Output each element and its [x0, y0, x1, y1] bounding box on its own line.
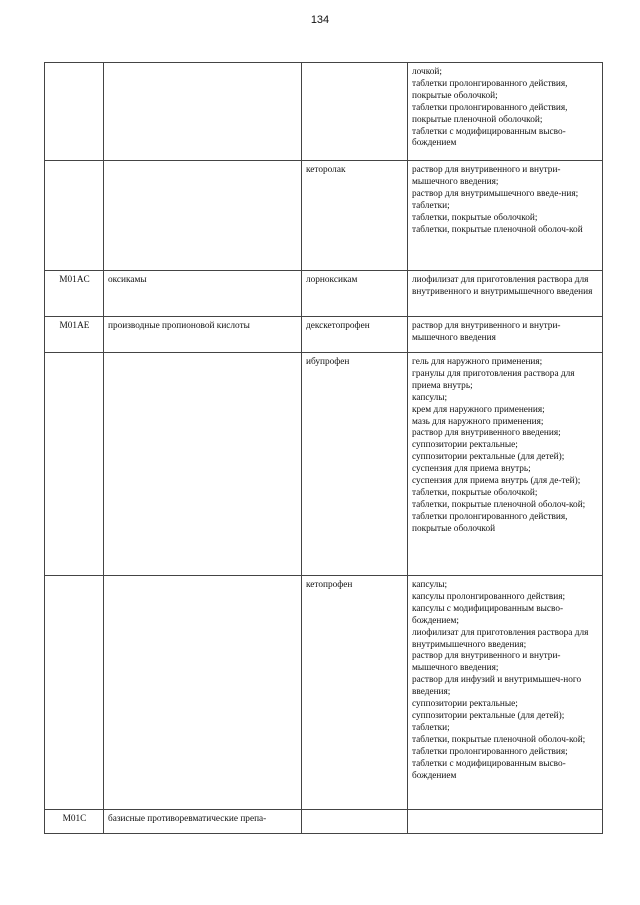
dosage-forms-cell: лочкой; таблетки пролонгированного действия, покрытые оболочкой; таблетки пролонгированного действия, покрытые пленочной оболочкой; таблетки с модифицированным высво-бождением	[408, 63, 603, 161]
drug-name-cell	[302, 63, 408, 161]
atc-group-cell	[104, 161, 302, 271]
page-number: 134	[310, 14, 330, 26]
atc-code-cell	[45, 576, 104, 810]
drug-name-cell: ибупрофен	[302, 353, 408, 576]
drug-table	[44, 62, 603, 834]
table-row	[45, 317, 603, 353]
dosage-forms-cell: капсулы; капсулы пролонгированного действия; капсулы с модифицированным высво-бождением; лиофилизат для приготовления раствора для внутримышечного введения; раствор для внутривенного и внутри-мышечного введения; раствор для инфузий и внутримышеч-ного введения; суппозитории ректальные; суппозитории ректальные (для детей); таблетки; таблетки, покрытые пленочной оболоч-кой; таблетки пролонгированного действия; таблетки с модифицированным высво-бождением	[408, 576, 603, 810]
drug-name-cell: декскетопрофен	[302, 317, 408, 353]
atc-code-cell	[45, 63, 104, 161]
dosage-forms-cell: гель для наружного применения; гранулы для приготовления раствора для приема внутрь; капсулы; крем для наружного применения; мазь для наружного применения; раствор для внутривенного введения; суппозитории ректальные; суппозитории ректальные (для детей); суспензия для приема внутрь; суспензия для приема внутрь (для де-тей); таблетки, покрытые оболочкой; таблетки, покрытые пленочной оболоч-кой; таблетки пролонгированного действия, покрытые оболочкой	[408, 353, 603, 576]
dosage-forms-cell: раствор для внутривенного и внутри-мышечного введения	[408, 317, 603, 353]
table-row	[45, 353, 603, 576]
atc-group-cell	[104, 576, 302, 810]
drug-name-cell: лорноксикам	[302, 271, 408, 317]
table-row	[45, 810, 603, 834]
drug-name-cell: кеторолак	[302, 161, 408, 271]
table-row	[45, 161, 603, 271]
atc-group-cell: производные пропионовой кислоты	[104, 317, 302, 353]
dosage-forms-cell: лиофилизат для приготовления раствора для внутривенного и внутримышечного введения	[408, 271, 603, 317]
table-row	[45, 271, 603, 317]
atc-group-cell	[104, 63, 302, 161]
table-row	[45, 576, 603, 810]
atc-code-cell	[45, 161, 104, 271]
atc-code-cell: M01AC	[45, 271, 104, 317]
drug-name-cell	[302, 810, 408, 834]
atc-group-cell: оксикамы	[104, 271, 302, 317]
atc-code-cell	[45, 353, 104, 576]
dosage-forms-cell	[408, 810, 603, 834]
atc-group-cell	[104, 353, 302, 576]
atc-group-cell: базисные противоревматические препа-	[104, 810, 302, 834]
dosage-forms-cell: раствор для внутривенного и внутри-мышечного введения; раствор для внутримышечного введе-ния; таблетки; таблетки, покрытые оболочкой; таблетки, покрытые пленочной оболоч-кой	[408, 161, 603, 271]
atc-code-cell: M01AE	[45, 317, 104, 353]
atc-code-cell: M01C	[45, 810, 104, 834]
drug-name-cell: кетопрофен	[302, 576, 408, 810]
table-row	[45, 63, 603, 161]
